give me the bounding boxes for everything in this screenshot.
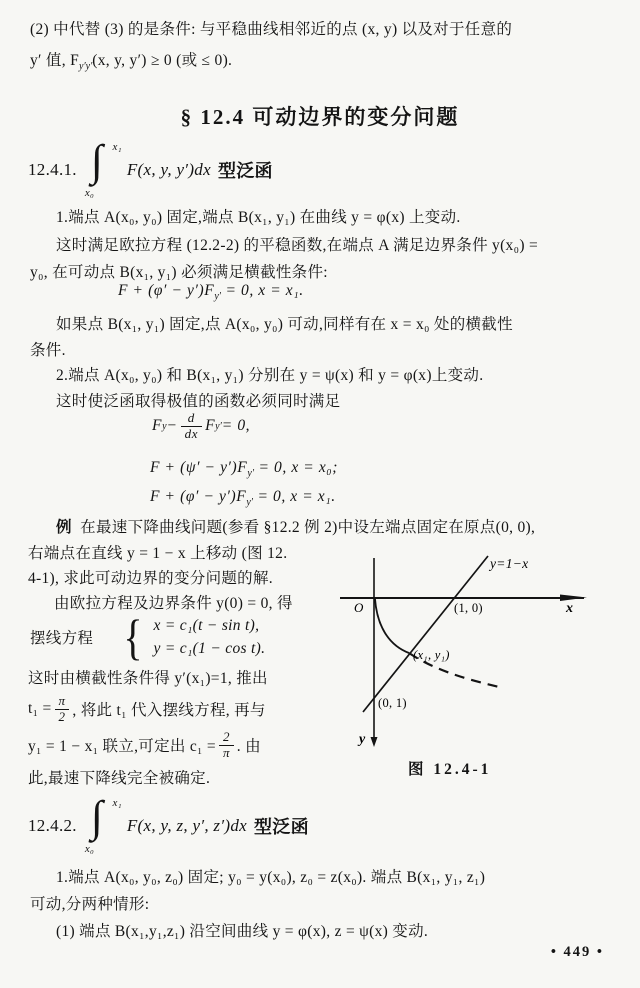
subsection-heading-1242 xyxy=(28,792,309,855)
y-axis-arrow xyxy=(371,737,378,747)
figure-12-4-1 xyxy=(338,545,638,757)
figure-caption: 图 12.4-1 xyxy=(408,761,492,778)
example-line-6: t₁ = $\frac{\pi}{2}$ , 将此 t₁ 代入摆线方程, 再与 xyxy=(28,693,266,724)
transversality-equation: $F + (\varphi' - y')F_{y'} = 0$, x = x₁. xyxy=(118,282,304,302)
boundary-equation-x1: $F + (\varphi' - y')F_{y'} = 0$, x = x₁. xyxy=(150,488,336,508)
two-over-pi-fraction: $\frac{2}{\pi}$ xyxy=(219,730,234,761)
section-title: § 12.4 可动边界的变分问题 xyxy=(180,105,460,129)
intro-line-2: y′ 值, $F_{y'y'}(x$, y, y′) ≥ 0 (或 ≤ 0). xyxy=(30,52,233,72)
example-line-7: y₁ = 1 − x₁ 联立,可定出 c₁ = $\frac{2}{\pi}$ . 由 xyxy=(28,729,261,760)
origin-label: O xyxy=(354,600,364,615)
cycloid-x-equation: x = c₁(t − sin t), xyxy=(153,616,260,634)
paragraph-1 xyxy=(30,204,538,287)
body-line: y₀, 在可动点 B(x₁, y₁) 必须满足横截性条件: xyxy=(30,264,328,281)
euler-equation: F y − $\frac{d}{dx}$ F y′ = 0, xyxy=(152,410,251,441)
paragraph-2 xyxy=(30,312,513,414)
example-line-8: 此,最速下降线完全被确定. xyxy=(28,770,211,787)
point-x1-y1-label: (x₁, y₁) xyxy=(413,648,450,662)
example-line-2: 右端点在直线 y = 1 − x 上移动 (图 12. xyxy=(28,545,288,562)
y-axis-label: y xyxy=(359,732,366,747)
boundary-equation-x0: $F + (\psi' - y')F_{y'} = 0$, x = x₀; xyxy=(150,459,339,479)
integral-symbol: x₁ ∫ x₀ xyxy=(84,792,122,855)
example-line-4: 由欧拉方程及边界条件 y(0) = 0, 得 xyxy=(54,595,293,612)
intro-line-1: (2) 中代替 (3) 的是条件: 与平稳曲线相邻近的点 (x, y) 以及对于任意的 xyxy=(30,21,513,38)
cycloid-equations xyxy=(30,609,266,665)
subsection-heading-1241 xyxy=(28,136,273,199)
point-1-0-label: (1, 0) xyxy=(454,601,483,615)
page-number: • 449 • xyxy=(550,944,604,960)
heading-suffix: 型泛函 xyxy=(217,161,273,181)
line-y-equals-1-minus-x xyxy=(363,556,488,712)
example-line-5: 这时由横截性条件得 y′(x₁)=1, 推出 xyxy=(28,670,268,687)
body-line: 1.端点 A(x₀, y₀, z₀) 固定; y₀ = y(x₀), z₀ = z(x₀). 端点 B(x₁, y₁, z₁) xyxy=(56,869,486,886)
body-line: 如果点 B(x₁, y₁) 固定,点 A(x₀, y₀) 可动,同样有在 x = x₀ 处的横截性 xyxy=(56,316,513,333)
example-tag: 例 xyxy=(56,519,72,536)
cases-label: 摆线方程 xyxy=(30,630,94,647)
cycloid-y-equation: y = c₁(1 − cos t). xyxy=(153,639,266,657)
d-dx-fraction: $\frac{d}{dx}$ xyxy=(181,411,202,442)
left-brace: { xyxy=(123,609,144,665)
body-line: 2.端点 A(x₀, y₀) 和 B(x₁, y₁) 分别在 y = ψ(x) 和 y = φ(x)上变动. xyxy=(56,367,484,384)
heading-suffix: 型泛函 xyxy=(253,817,309,837)
x-axis-arrow xyxy=(560,595,587,602)
body-line: 条件. xyxy=(30,341,66,359)
line-label: y=1−x xyxy=(490,556,529,571)
body-line: 这时使泛函取得极值的函数必须同时满足 xyxy=(56,392,341,410)
subsection-number: 12.4.2. xyxy=(28,816,77,835)
point-0-1-label: (0, 1) xyxy=(378,696,407,710)
body-line: (1) 端点 B(x₁,y₁,z₁) 沿空间曲线 y = φ(x), z = ψ(x) 变动. xyxy=(56,923,429,940)
example-line-3: 4-1), 求此可动边界的变分问题的解. xyxy=(28,570,273,587)
body-line: 1.端点 A(x₀, y₀) 固定,端点 B(x₁, y₁) 在曲线 y = φ(x) 上变动. xyxy=(56,209,461,226)
example-line-1: 例 在最速下降曲线问题(参看 §12.2 例 2)中设左端点固定在原点(0, 0), xyxy=(56,519,536,536)
x-axis-label: x xyxy=(566,601,574,616)
integrand: F(x, y, z, y′, z′)dx xyxy=(126,816,247,835)
integral-symbol: x₁ ∫ x₀ xyxy=(84,136,122,199)
subsection-number: 12.4.1. xyxy=(28,160,77,179)
integrand: F(x, y, y′)dx xyxy=(126,160,211,179)
paragraph-3 xyxy=(30,864,485,945)
cycloid-curve-solid xyxy=(375,599,409,653)
body-line: 这时满足欧拉方程 (12.2-2) 的平稳函数,在端点 A 满足边界条件 y(x₀) = xyxy=(56,236,538,254)
pi-over-2-fraction: $\frac{\pi}{2}$ xyxy=(55,694,70,725)
body-line: 可动,分两种情形: xyxy=(30,896,150,913)
intro-paragraph xyxy=(30,14,512,82)
